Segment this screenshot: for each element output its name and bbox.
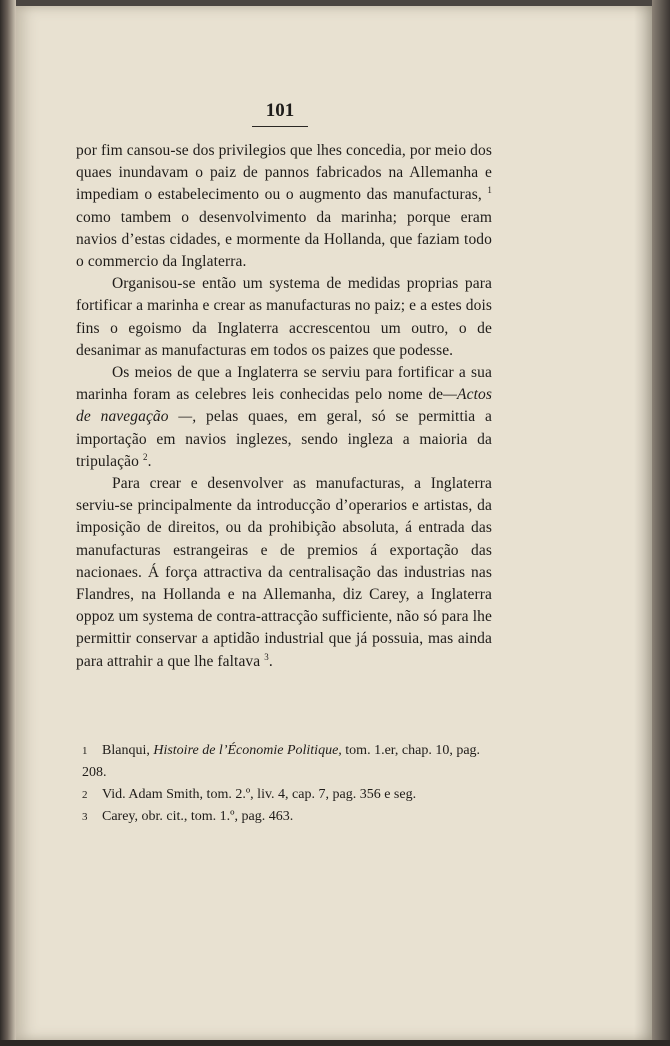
paragraph-1-text-a: por fim cansou-se dos privilegios que lhes concedia, por meio dos quaes inundavam o paiz de pannos fabricados na Allemanha e impediam o estabelecimento ou o augmento das manufacturas, bbox=[76, 142, 492, 204]
footnote-1-title: Histoire de l’Économie Politique, bbox=[153, 743, 342, 758]
footnote-2-number: 2 bbox=[82, 789, 88, 801]
footnote-3-text: Carey, obr. cit., tom. 1.º, pag. 463. bbox=[102, 809, 294, 824]
italic-actos-de-navegacao: —Actos de navegação —, bbox=[76, 386, 492, 426]
paragraph-2: Organisou-se então um systema de medidas proprias para fortificar a marinha e crear as manufacturas no paiz; e a estes dois fins o egoismo da Inglaterra accrescentou um outro, o de desanimar as manufacturas em todos os paizes que podesse. bbox=[76, 275, 492, 359]
paragraph-3-text-a: Os meios de que a Inglaterra se serviu para fortificar a sua marinha foram as celebres leis conhecidas pelo nome de bbox=[76, 364, 492, 404]
footnote-3 bbox=[82, 806, 488, 828]
book-fore-edge bbox=[652, 0, 670, 1046]
footnote-2 bbox=[82, 784, 488, 806]
footnote-ref-1: 1 bbox=[487, 185, 492, 196]
paragraph-4-text: Para crear e desenvolver as manufacturas, a Inglaterra serviu-se principalmente da introducção d’operarios e artistas, da imposição de direitos, ou da prohibição absoluta, á entrada das manufacturas estrangeiras e de premios á exportação das nacionaes. Á força attractiva da centralisação das industrias nas Flandres, na Hollanda e na Allemanha, diz Carey, a Inglaterra oppoz um systema de contra-attracção sufficiente, não só para lhe permittir conservar a aptidão industrial que já possuia, mas ainda para attrahir a que lhe faltava bbox=[76, 475, 492, 670]
page-number: 101 bbox=[265, 100, 295, 121]
paragraph-4 bbox=[76, 473, 492, 673]
page-number-rule bbox=[252, 126, 308, 127]
paragraph-3-text-b: pelas quaes, em geral, só se permittia a importação em navios inglezes, sendo ingleza a maioria da tripulação bbox=[76, 408, 492, 470]
footnote-ref-2: 2 bbox=[142, 451, 148, 462]
paragraph-1-text-b: como tambem o desenvolvimento da marinha; porque eram navios d’estas cidades, e mormente da Hollanda, que faziam todo o commercio da Inglaterra. bbox=[76, 208, 492, 271]
footnote-2-text: Vid. Adam Smith, tom. 2.º, liv. 4, cap. 7, pag. 356 e seg. bbox=[102, 787, 417, 802]
scan-bottom-edge bbox=[0, 1040, 670, 1046]
footnote-1-author: Blanqui, bbox=[102, 743, 150, 758]
footnote-1 bbox=[82, 740, 488, 784]
footnote-3-number: 3 bbox=[82, 811, 88, 823]
page-shadow bbox=[634, 6, 652, 1040]
paragraph-1 bbox=[76, 140, 492, 273]
paragraph-3 bbox=[76, 362, 492, 473]
footnote-ref-3: 3 bbox=[264, 651, 269, 662]
footnote-1-details: tom. 1.er, chap. 10, pag. 208. bbox=[82, 743, 481, 780]
footnotes bbox=[82, 740, 488, 828]
period-2: . bbox=[147, 452, 152, 470]
book-gutter-edge bbox=[0, 0, 16, 1046]
footnote-1-number: 1 bbox=[82, 745, 88, 757]
period-3: . bbox=[268, 652, 273, 670]
main-text bbox=[76, 140, 492, 673]
